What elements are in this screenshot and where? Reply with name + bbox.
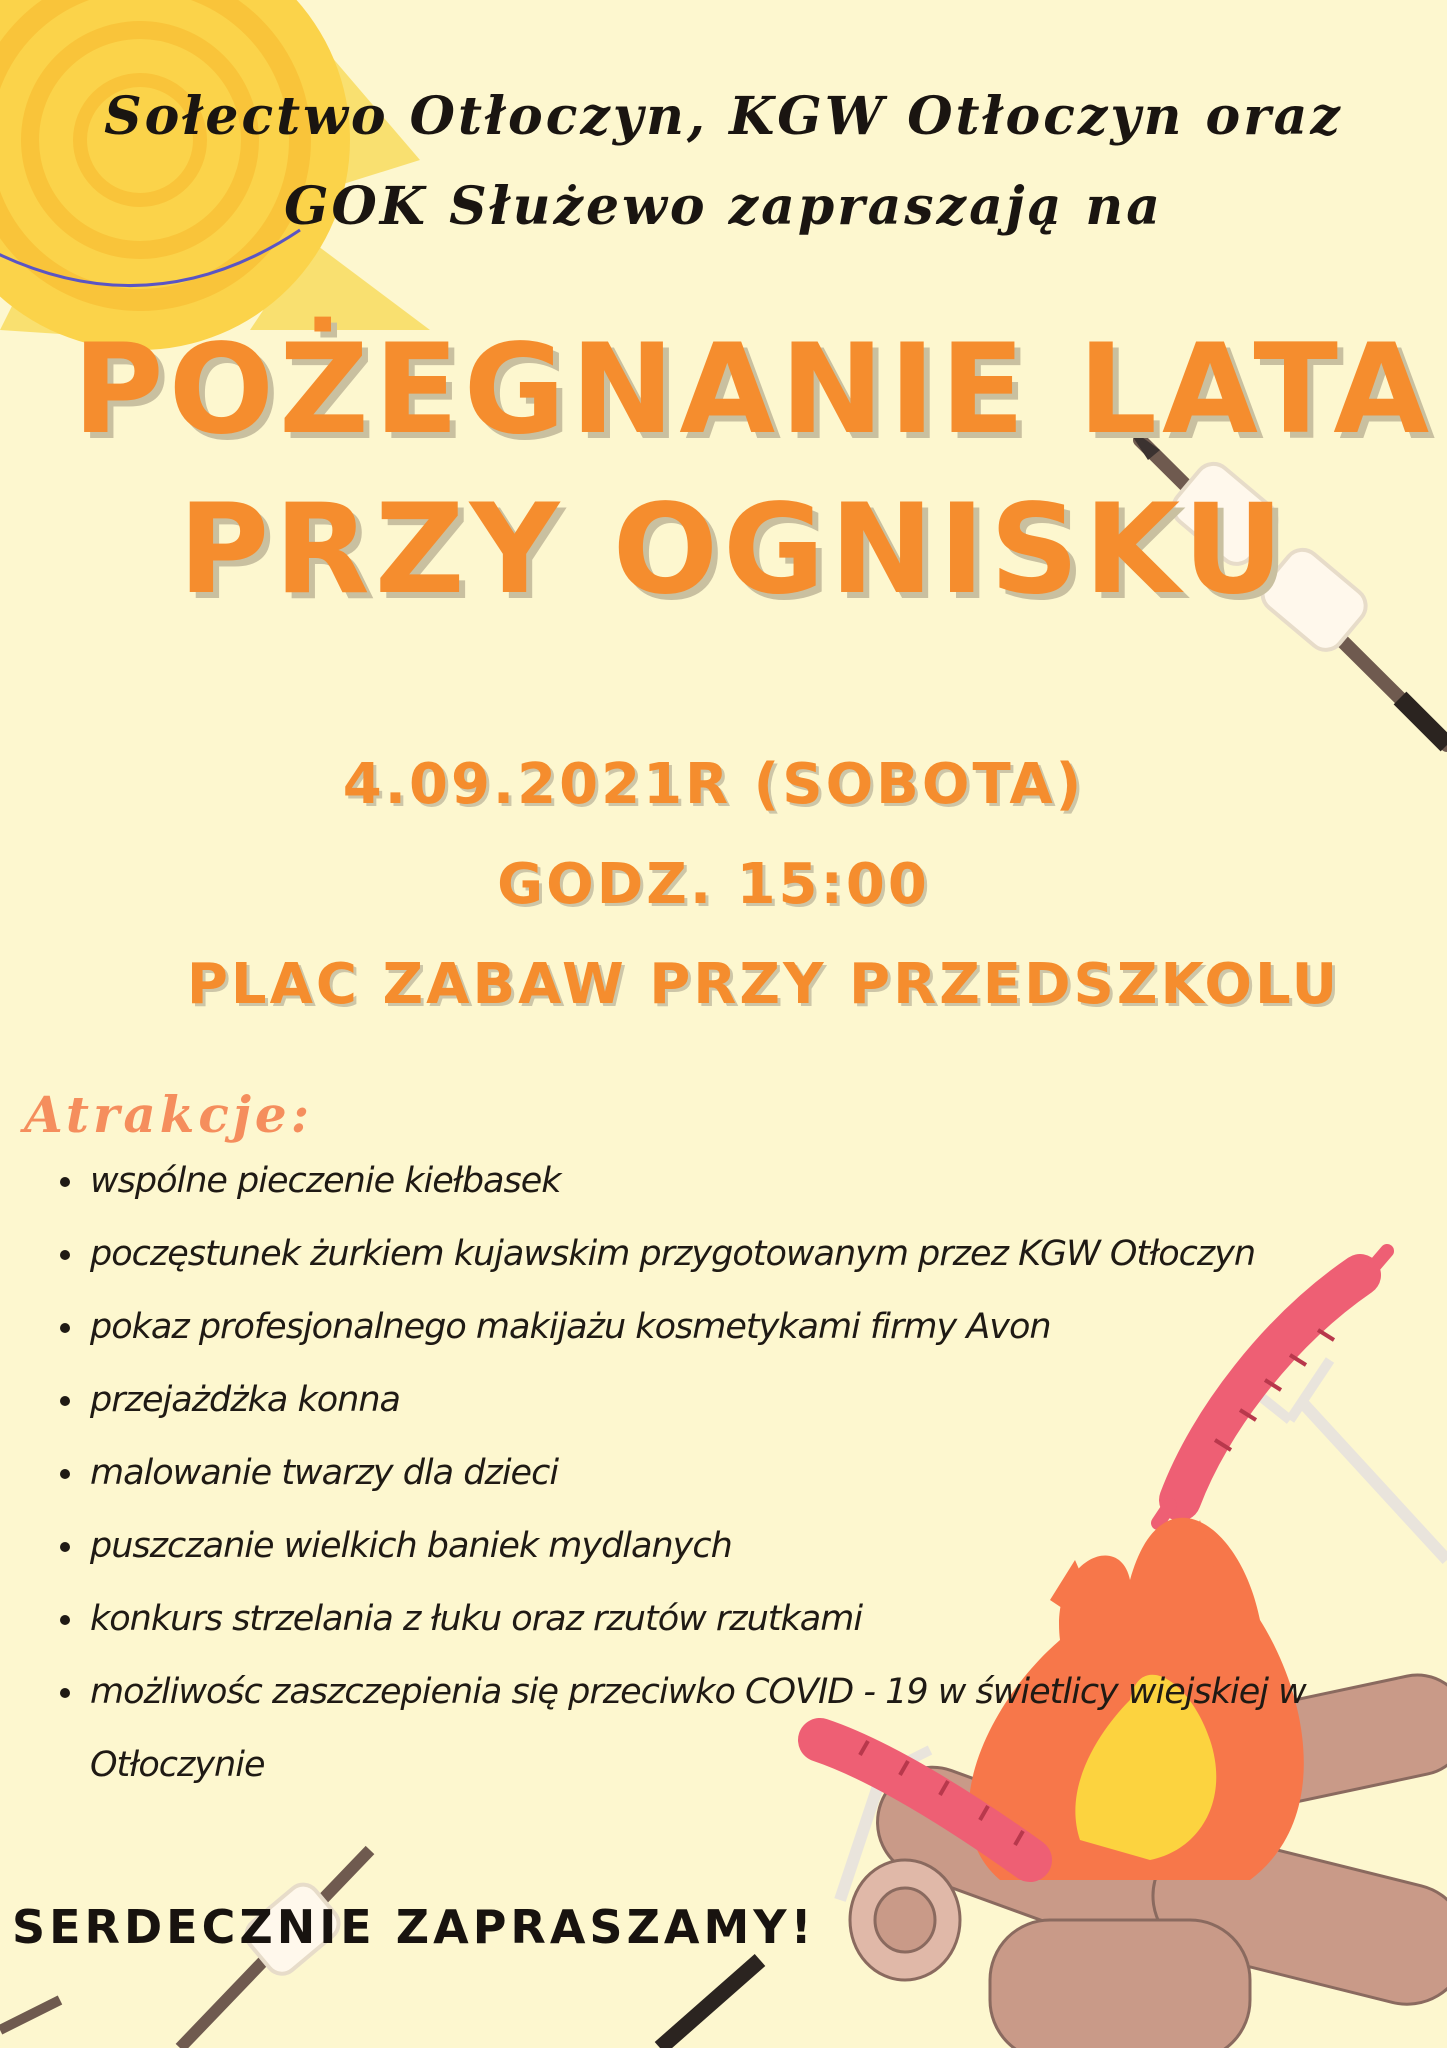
bullet-icon [60,1469,70,1479]
title-line-2: PRZY OGNISKU [178,478,1289,622]
list-item [52,1218,1432,1291]
event-date: 4.09.2021R (SOBOTA) [342,752,1085,817]
attractions-list [52,1145,1432,1802]
bullet-icon [60,1542,70,1552]
list-item [52,1510,1432,1583]
header-line-2: GOK Służewo zapraszają na [284,176,1163,237]
list-item-text: wspólne pieczenie kiełbasek [90,1161,561,1201]
list-item [52,1583,1432,1656]
header-line-1: Sołectwo Otłoczyn, KGW Otłoczyn oraz [104,86,1343,147]
closing-invitation: SERDECZNIE ZAPRASZAMY! [12,1900,816,1954]
bullet-icon [60,1177,70,1187]
event-title [0,310,1447,630]
bullet-icon [60,1250,70,1260]
bullet-icon [60,1396,70,1406]
bullet-icon [60,1323,70,1333]
list-item-continuation: Otłoczynie [90,1745,265,1785]
list-item-text: poczęstunek żurkiem kujawskim przygotowanym przez KGW Otłoczyn [90,1234,1256,1274]
event-time: GODZ. 15:00 [497,852,930,917]
title-line-1: POŻEGNANIE LATA [72,318,1435,462]
list-item-text: pokaz profesjonalnego makijażu kosmetykami firmy Avon [90,1307,1051,1347]
list-item [52,1437,1432,1510]
list-item-text: puszczanie wielkich baniek mydlanych [90,1526,732,1566]
list-item [52,1364,1432,1437]
list-item-text: przejażdżka konna [90,1380,400,1420]
bullet-icon [60,1688,70,1698]
list-item-text: malowanie twarzy dla dzieci [90,1453,559,1493]
organizers-header [0,72,1447,252]
bullet-icon [60,1615,70,1625]
event-place: PLAC ZABAW PRZY PRZEDSZKOLU [186,952,1341,1017]
list-item-text: możliwośc zaszczepienia się przeciwko COVID - 19 w świetlicy wiejskiej w [90,1672,1306,1712]
event-details [0,735,1447,1035]
list-item [52,1145,1432,1218]
attractions-heading: Atrakcje: [24,1085,314,1144]
list-item-text: konkurs strzelania z łuku oraz rzutów rzutkami [90,1599,863,1639]
list-item [52,1291,1432,1364]
list-item [52,1656,1432,1802]
